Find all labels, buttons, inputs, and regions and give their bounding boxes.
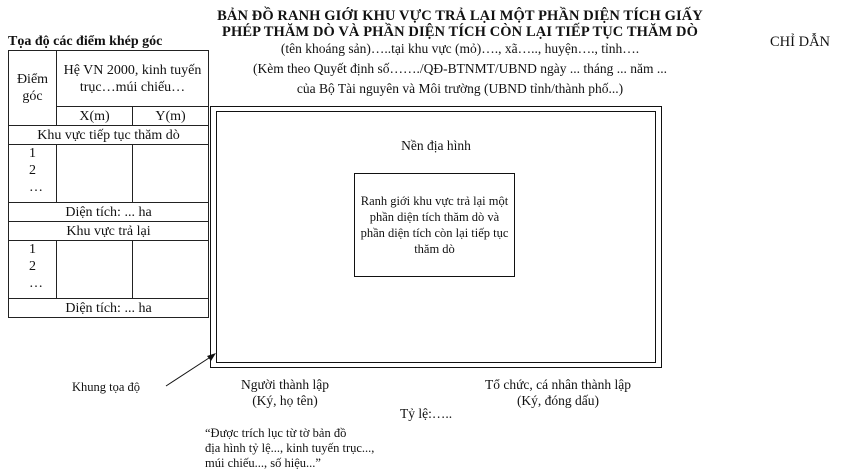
extract-note-line-2: địa hình tỷ lệ..., kinh tuyến trục..., xyxy=(205,441,375,455)
header-x: X(m) xyxy=(57,107,133,126)
legend-label: CHỈ DẪN xyxy=(770,34,831,50)
section-returned-area: Khu vực trả lại xyxy=(9,222,209,241)
section1-point-list xyxy=(9,145,57,203)
mineral-location-line: (tên khoáng sản)…..tại khu vực (mỏ)…., xã….., huyện…., tỉnh…. xyxy=(280,41,640,56)
section1-y-cell xyxy=(133,145,209,203)
creator-sign-note: (Ký, họ tên) xyxy=(252,393,318,408)
boundary-label: Ranh giới khu vực trả lại một phần diện tích thăm dò và phần diện tích còn lại tiếp tục thăm dò xyxy=(360,194,509,256)
frame-label: Khung tọa độ xyxy=(72,380,141,394)
list-item: 2 xyxy=(29,259,36,274)
extract-note-line-1: “Được trích lục từ tờ bản đồ xyxy=(205,426,347,440)
header-y: Y(m) xyxy=(133,107,209,126)
section2-point-list xyxy=(9,241,57,299)
header-point-column: Điểm góc xyxy=(9,51,57,126)
scale-label: Tỷ lệ:….. xyxy=(400,406,453,421)
org-sign-note: (Ký, đóng dấu) xyxy=(516,393,600,408)
list-item: 2 xyxy=(29,163,36,178)
arrow-icon xyxy=(160,350,220,390)
area-continue: Diện tích: ... ha xyxy=(9,203,209,222)
header-coordinate-system: Hệ VN 2000, kinh tuyến trục…múi chiếu… xyxy=(57,51,209,107)
list-item: … xyxy=(29,276,43,291)
decision-line: (Kèm theo Quyết định số……./QĐ-BTNMT/UBND ngày ... tháng ... năm ... xyxy=(253,61,667,76)
org-signature-block xyxy=(458,377,658,409)
list-item: 1 xyxy=(29,146,36,161)
area-returned: Diện tích: ... ha xyxy=(9,299,209,318)
boundary-box xyxy=(354,173,515,277)
list-item: 1 xyxy=(29,242,36,257)
creator-signature-block xyxy=(220,377,350,409)
list-item: … xyxy=(29,180,43,195)
org-title: Tổ chức, cá nhân thành lập xyxy=(484,377,631,392)
coord-table-title: Tọa độ các điểm khép góc xyxy=(8,34,163,49)
document-title xyxy=(200,8,720,40)
section2-x-cell xyxy=(57,241,133,299)
section2-y-cell xyxy=(133,241,209,299)
coordinate-table xyxy=(8,50,209,318)
section1-x-cell xyxy=(57,145,133,203)
creator-title: Người thành lập xyxy=(241,377,329,392)
title-line-2: PHÉP THĂM DÒ VÀ PHẦN DIỆN TÍCH CÒN LẠI TIẾP TỤC THĂM DÒ xyxy=(221,24,698,40)
ministry-line: của Bộ Tài nguyên và Môi trường (UBND tỉnh/thành phố...) xyxy=(296,81,624,96)
extract-note xyxy=(205,426,505,471)
terrain-label: Nền địa hình xyxy=(401,138,471,153)
extract-note-line-3: múi chiếu..., số hiệu...” xyxy=(205,456,321,470)
title-line-1: BẢN ĐỒ RANH GIỚI KHU VỰC TRẢ LẠI MỘT PHẦN DIỆN TÍCH GIẤY xyxy=(217,8,703,24)
section-continue-exploration: Khu vực tiếp tục thăm dò xyxy=(9,126,209,145)
